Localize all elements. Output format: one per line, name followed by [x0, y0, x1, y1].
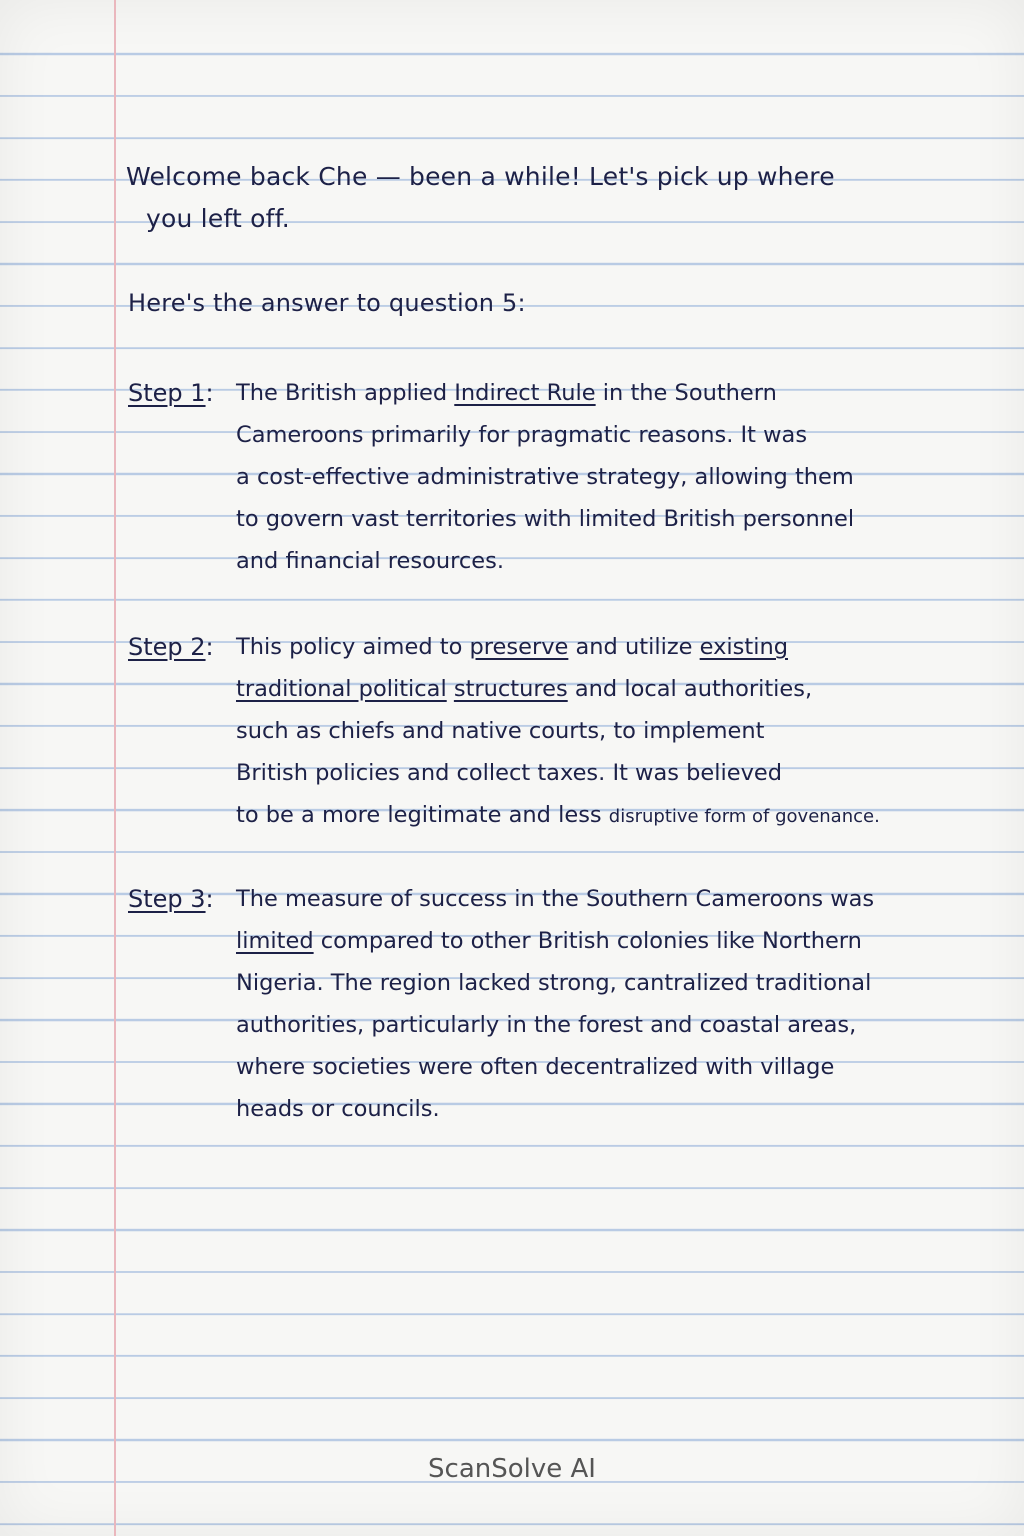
step-label-colon: :	[205, 633, 214, 661]
step-line	[236, 920, 936, 962]
step-line	[236, 962, 936, 1004]
underlined-term: traditional political	[236, 676, 447, 702]
step-line	[236, 710, 936, 752]
text-run: British policies and collect taxes. It was believed	[236, 760, 783, 786]
intro-text: Here's the answer to question 5:	[128, 289, 526, 317]
step-3-body	[236, 878, 936, 1130]
text-run: and utilize	[568, 634, 700, 660]
small-text-run: disruptive form of govenance.	[608, 806, 880, 827]
text-run: a cost-effective administrative strategy, allowing them	[236, 464, 854, 490]
step-1-label	[128, 372, 214, 414]
step-line	[236, 372, 936, 414]
step-label-colon: :	[205, 885, 214, 913]
greeting-line-1: Welcome back Che — been a while! Let's pick up where	[126, 162, 835, 191]
text-run: such as chiefs and native courts, to implement	[236, 718, 765, 744]
text-run: where societies were often decentralized with village	[236, 1054, 835, 1080]
text-run: The British applied	[236, 380, 455, 406]
text-run: in the Southern	[595, 380, 777, 406]
step-line	[236, 1088, 936, 1130]
text-run	[447, 676, 454, 702]
text-run: compared to other British colonies like Northern	[313, 928, 862, 954]
text-run: heads or councils.	[236, 1096, 440, 1122]
step-line	[236, 456, 936, 498]
step-3-label	[128, 878, 214, 920]
footer-brand: ScanSolve AI	[428, 1454, 596, 1484]
step-line	[236, 1046, 936, 1088]
step-line	[236, 752, 936, 794]
underlined-term: existing	[699, 634, 788, 660]
step-line	[236, 794, 936, 838]
step-1-body	[236, 372, 936, 582]
underlined-term: limited	[236, 928, 314, 954]
step-line	[236, 498, 936, 540]
text-run: and financial resources.	[236, 548, 504, 574]
step-line	[236, 1004, 936, 1046]
text-run: authorities, particularly in the forest and coastal areas,	[236, 1012, 857, 1038]
margin-line	[114, 0, 116, 1536]
step-line	[236, 668, 936, 710]
step-line	[236, 878, 936, 920]
text-run: This policy aimed to	[236, 634, 470, 660]
step-line	[236, 540, 936, 582]
step-label-text: Step 3	[128, 885, 206, 913]
greeting-line-2: you left off.	[146, 204, 290, 233]
text-run: The measure of success in the Southern Cameroons was	[236, 886, 875, 912]
underlined-term: preserve	[469, 634, 569, 660]
underlined-term: structures	[453, 676, 568, 702]
step-label-text: Step 1	[128, 379, 206, 407]
step-line	[236, 414, 936, 456]
text-run: and local authorities,	[567, 676, 813, 702]
greeting-text	[126, 156, 835, 240]
text-run: Cameroons primarily for pragmatic reasons. It was	[236, 422, 808, 448]
step-label-text: Step 2	[128, 633, 206, 661]
step-line	[236, 626, 936, 668]
text-run: Nigeria. The region lacked strong, cantralized traditional	[236, 970, 872, 996]
text-run: to govern vast territories with limited British personnel	[236, 506, 855, 532]
step-label-colon: :	[205, 379, 214, 407]
text-run: to be a more legitimate and less	[236, 802, 609, 828]
step-2-body	[236, 626, 936, 838]
step-2-label	[128, 626, 214, 668]
underlined-term: Indirect Rule	[454, 380, 596, 406]
